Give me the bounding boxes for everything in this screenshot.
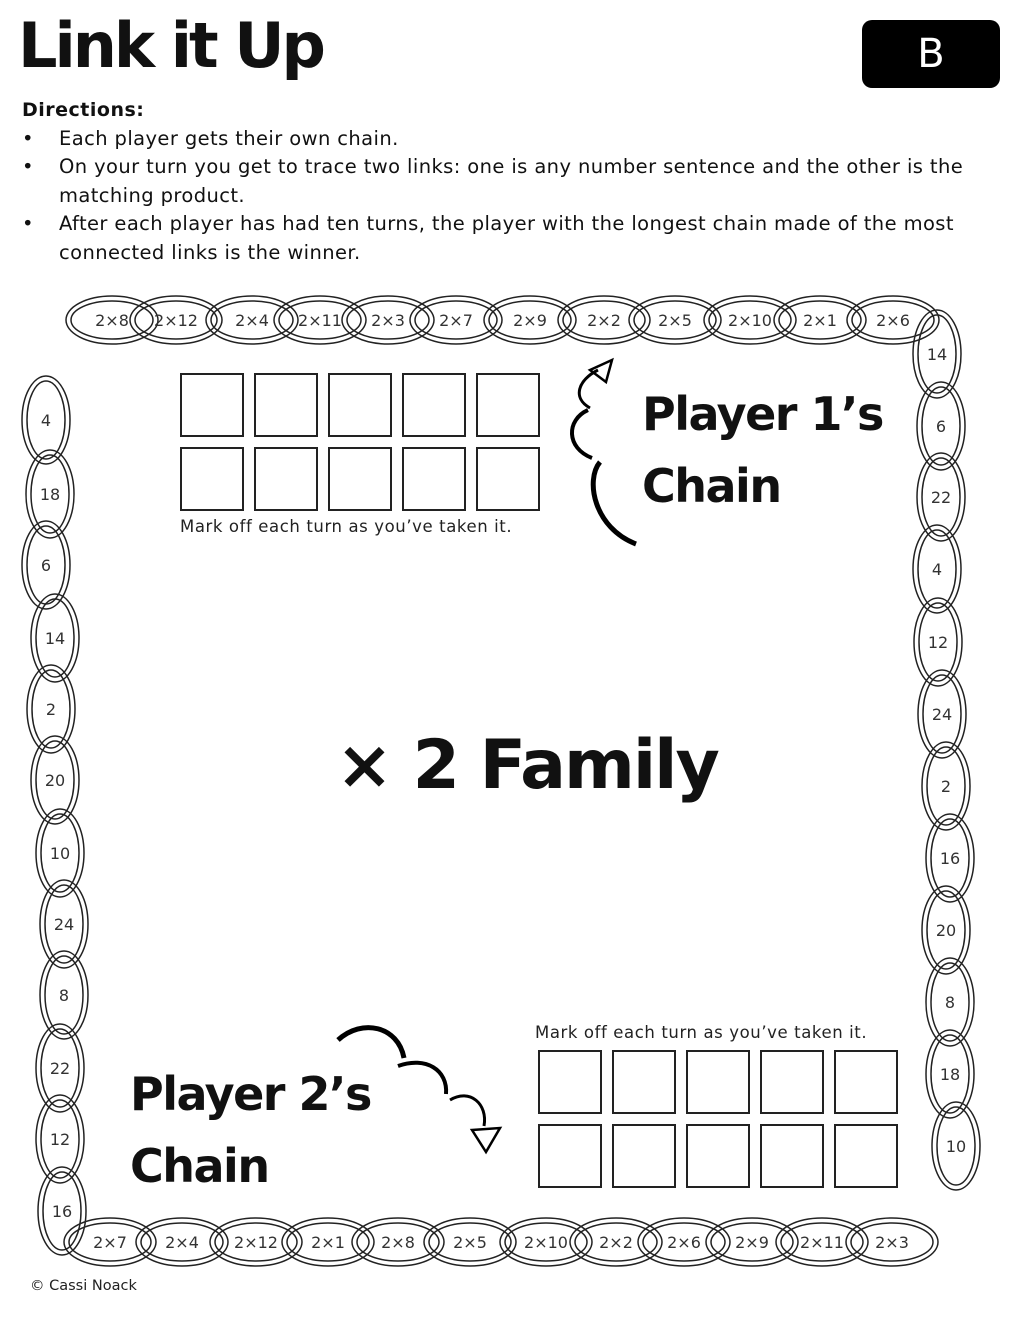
player1-arrow-icon	[572, 360, 636, 544]
player2-arrow-icon	[338, 1028, 500, 1152]
chain-link-label: 14	[44, 629, 66, 648]
chain-link-label: 2×4	[165, 1233, 199, 1252]
copyright: © Cassi Noack	[30, 1278, 137, 1294]
page-title: Link it Up	[18, 9, 323, 82]
chain-link-label: 2×3	[875, 1233, 909, 1252]
chain-link-label: 18	[39, 485, 61, 504]
player2-chain-label: Player 2’s Chain	[130, 1067, 371, 1193]
player1-turn-note: Mark off each turn as you’ve taken it.	[180, 517, 513, 536]
chain-link-label: 2×3	[371, 311, 405, 330]
chain-link-label: 2×6	[667, 1233, 701, 1252]
chain-link-label: 2×7	[93, 1233, 127, 1252]
chain-link-label: 2×12	[154, 311, 198, 330]
chain-link-label: 12	[927, 633, 949, 652]
chain-link-label: 10	[945, 1137, 967, 1156]
chain-link-label: 2×2	[599, 1233, 633, 1252]
chain-link-label: 8	[944, 993, 956, 1012]
chain-link-label: 2×12	[234, 1233, 278, 1252]
chain-link-label: 2×5	[453, 1233, 487, 1252]
chain-link-label: 14	[926, 345, 948, 364]
chain-link-label: 4	[931, 560, 943, 579]
chain-link-label: 24	[53, 915, 75, 934]
chain-link-label: 2×11	[298, 311, 342, 330]
direction-item: • Each player gets their own chain.	[22, 125, 1002, 154]
chain-link-label: 2×5	[658, 311, 692, 330]
chain-link-label: 22	[930, 488, 952, 507]
directions-heading: Directions:	[22, 99, 145, 121]
chain-link-label: 2×7	[439, 311, 473, 330]
chain-link-label: 2×1	[311, 1233, 345, 1252]
player1-chain-label: Player 1’s Chain	[642, 387, 883, 513]
chain-link-label: 18	[939, 1065, 961, 1084]
chain-link-label: 12	[49, 1130, 71, 1149]
chain-link-label: 2×9	[735, 1233, 769, 1252]
direction-item: • After each player has had ten turns, the player with the longest chain made of the most connected links is the winner.	[22, 210, 1002, 267]
chain-link-label: 2×10	[524, 1233, 568, 1252]
chain-link-label: 4	[40, 411, 52, 430]
chain-link-label: 16	[51, 1202, 73, 1221]
chain-link-label: 2×10	[728, 311, 772, 330]
version-badge: B	[862, 20, 1000, 88]
chain-link-label: 6	[935, 417, 947, 436]
chain-link-label: 2×11	[800, 1233, 844, 1252]
chain-link-label: 2	[45, 700, 57, 719]
chain-link-label: 2×4	[235, 311, 269, 330]
chain-link-label: 2×6	[876, 311, 910, 330]
family-title: × 2 Family	[336, 726, 718, 805]
chain-link-label: 2×8	[95, 311, 129, 330]
chain-link-label: 22	[49, 1059, 71, 1078]
chain-link-label: 20	[935, 921, 957, 940]
chain-link-label: 2×8	[381, 1233, 415, 1252]
chain-link-label: 2×2	[587, 311, 621, 330]
chain-link-label: 8	[58, 986, 70, 1005]
chain-link-label: 2×1	[803, 311, 837, 330]
chain-link-label: 2×9	[513, 311, 547, 330]
chain-link-label: 2	[940, 777, 952, 796]
chain-link-label: 24	[931, 705, 953, 724]
chain-link-label: 20	[44, 771, 66, 790]
direction-item: • On your turn you get to trace two links: one is any number sentence and the other is the matching product.	[22, 153, 1002, 210]
chain-link-label: 10	[49, 844, 71, 863]
player2-turn-note: Mark off each turn as you’ve taken it.	[535, 1023, 868, 1042]
chain-link-label: 16	[939, 849, 961, 868]
chain-link-label: 6	[40, 556, 52, 575]
